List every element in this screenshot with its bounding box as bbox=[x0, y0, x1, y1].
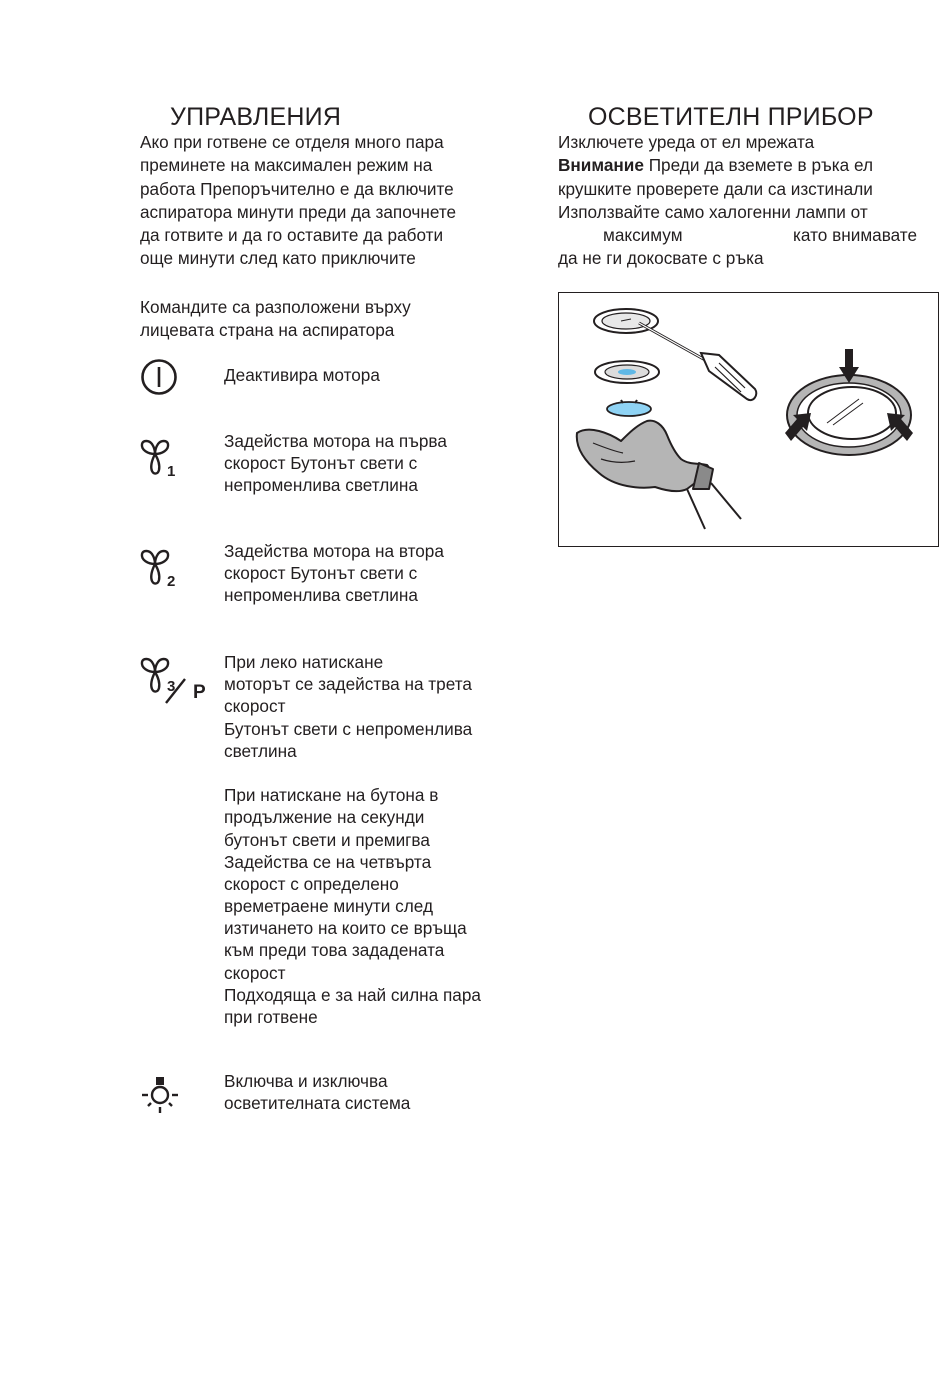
gloved-hand-icon bbox=[577, 421, 741, 529]
fan-speed-1-icon bbox=[138, 436, 184, 480]
instruction-line bbox=[558, 154, 873, 177]
instruction-line: Изключете уреда от ел мрежата bbox=[558, 132, 815, 152]
description-line: Подходяща е за най силна пара bbox=[224, 984, 481, 1005]
warning-label: Внимание bbox=[558, 155, 644, 176]
instruction-line bbox=[558, 224, 918, 247]
screwdriver-icon bbox=[639, 323, 756, 400]
power-button-description bbox=[224, 364, 380, 386]
description-line: скорост bbox=[224, 696, 286, 717]
description-line: Бутонът свети с непроменлива bbox=[224, 718, 473, 739]
description-line: Задейства мотора на първа bbox=[224, 431, 447, 451]
intro-line: преминете на максимален режим на bbox=[140, 155, 433, 176]
speed-1-description bbox=[224, 430, 447, 497]
description-line: продължение на секунди bbox=[224, 807, 425, 828]
description-line: скорост Бутонът свети с bbox=[224, 453, 418, 474]
description-line: При леко натискане bbox=[224, 652, 384, 672]
power-boost-label: P bbox=[193, 682, 206, 703]
intro-line: Ако при готвене се отделя много пара bbox=[140, 132, 444, 152]
speed-2-description bbox=[224, 540, 444, 607]
description-line: изтичането на които се връща bbox=[224, 918, 467, 939]
intro-line: аспиратора минути преди да започнете bbox=[140, 201, 457, 222]
description-line: непроменлива светлина bbox=[224, 475, 418, 496]
description-line: Включва и изключва bbox=[224, 1071, 388, 1091]
description-line: Деактивира мотора bbox=[224, 365, 380, 385]
description-line: При натискане на бутона в bbox=[224, 785, 439, 806]
light-icon bbox=[138, 1074, 182, 1116]
description-line: осветителната система bbox=[224, 1093, 411, 1114]
instruction-line: да не ги докосвате с ръка bbox=[558, 248, 764, 269]
light-description bbox=[224, 1070, 410, 1114]
lighting-instructions bbox=[558, 131, 918, 271]
description-line: скорост Бутонът свети с bbox=[224, 563, 418, 584]
description-line: Задейства се на четвърта bbox=[224, 851, 432, 872]
description-line: скорост bbox=[224, 962, 286, 983]
intro-line: още минути след като приключите bbox=[140, 248, 416, 269]
fan-speed-2-icon bbox=[138, 546, 184, 590]
lighting-title: ОСВЕТИТЕЛН ПРИБОР bbox=[588, 103, 874, 131]
panel-line: лицевата страна на аспиратора bbox=[140, 320, 395, 341]
lamp-replacement-illustration bbox=[558, 292, 939, 547]
instruction-line: Използвайте само халогенни лампи от bbox=[558, 201, 868, 222]
lamp-replacement-drawing bbox=[559, 293, 938, 546]
careful-text: като внимавате bbox=[793, 225, 918, 246]
controls-panel-note bbox=[140, 296, 411, 343]
fan-speed-3-power-icon bbox=[138, 654, 214, 706]
power-icon bbox=[140, 358, 180, 398]
intro-line: работа Препоръчително е да включите bbox=[140, 178, 454, 199]
description-line: скорост с определено bbox=[224, 873, 399, 894]
warning-text: Преди да вземете в ръка ел bbox=[643, 155, 874, 176]
max-wattage-text: максимум bbox=[603, 225, 683, 246]
lamp-glass bbox=[607, 402, 651, 416]
speed-3-description bbox=[224, 651, 481, 1028]
instruction-line: крушките проверете дали са изстинали bbox=[558, 178, 873, 199]
description-line: при готвене bbox=[224, 1007, 318, 1027]
description-line: непроменлива светлина bbox=[224, 585, 418, 606]
speed-1-label: 1 bbox=[167, 463, 176, 480]
speed-2-label: 2 bbox=[167, 573, 176, 590]
speed-3-label: 3 bbox=[167, 678, 176, 695]
panel-line: Командите са разположени върху bbox=[140, 297, 411, 317]
description-line bbox=[224, 762, 481, 784]
controls-intro bbox=[140, 131, 456, 271]
controls-title: УПРАВЛЕНИЯ bbox=[170, 103, 342, 131]
description-line: Задейства мотора на втора bbox=[224, 541, 444, 561]
intro-line: да готвите и да го оставите да работи bbox=[140, 225, 444, 246]
description-line: към преди това зададената bbox=[224, 940, 445, 961]
description-line: светлина bbox=[224, 740, 297, 761]
description-line: времетраене минути след bbox=[224, 896, 434, 917]
description-line: моторът се задейства на трета bbox=[224, 674, 472, 695]
description-line: бутонът свети и премигва bbox=[224, 829, 430, 850]
